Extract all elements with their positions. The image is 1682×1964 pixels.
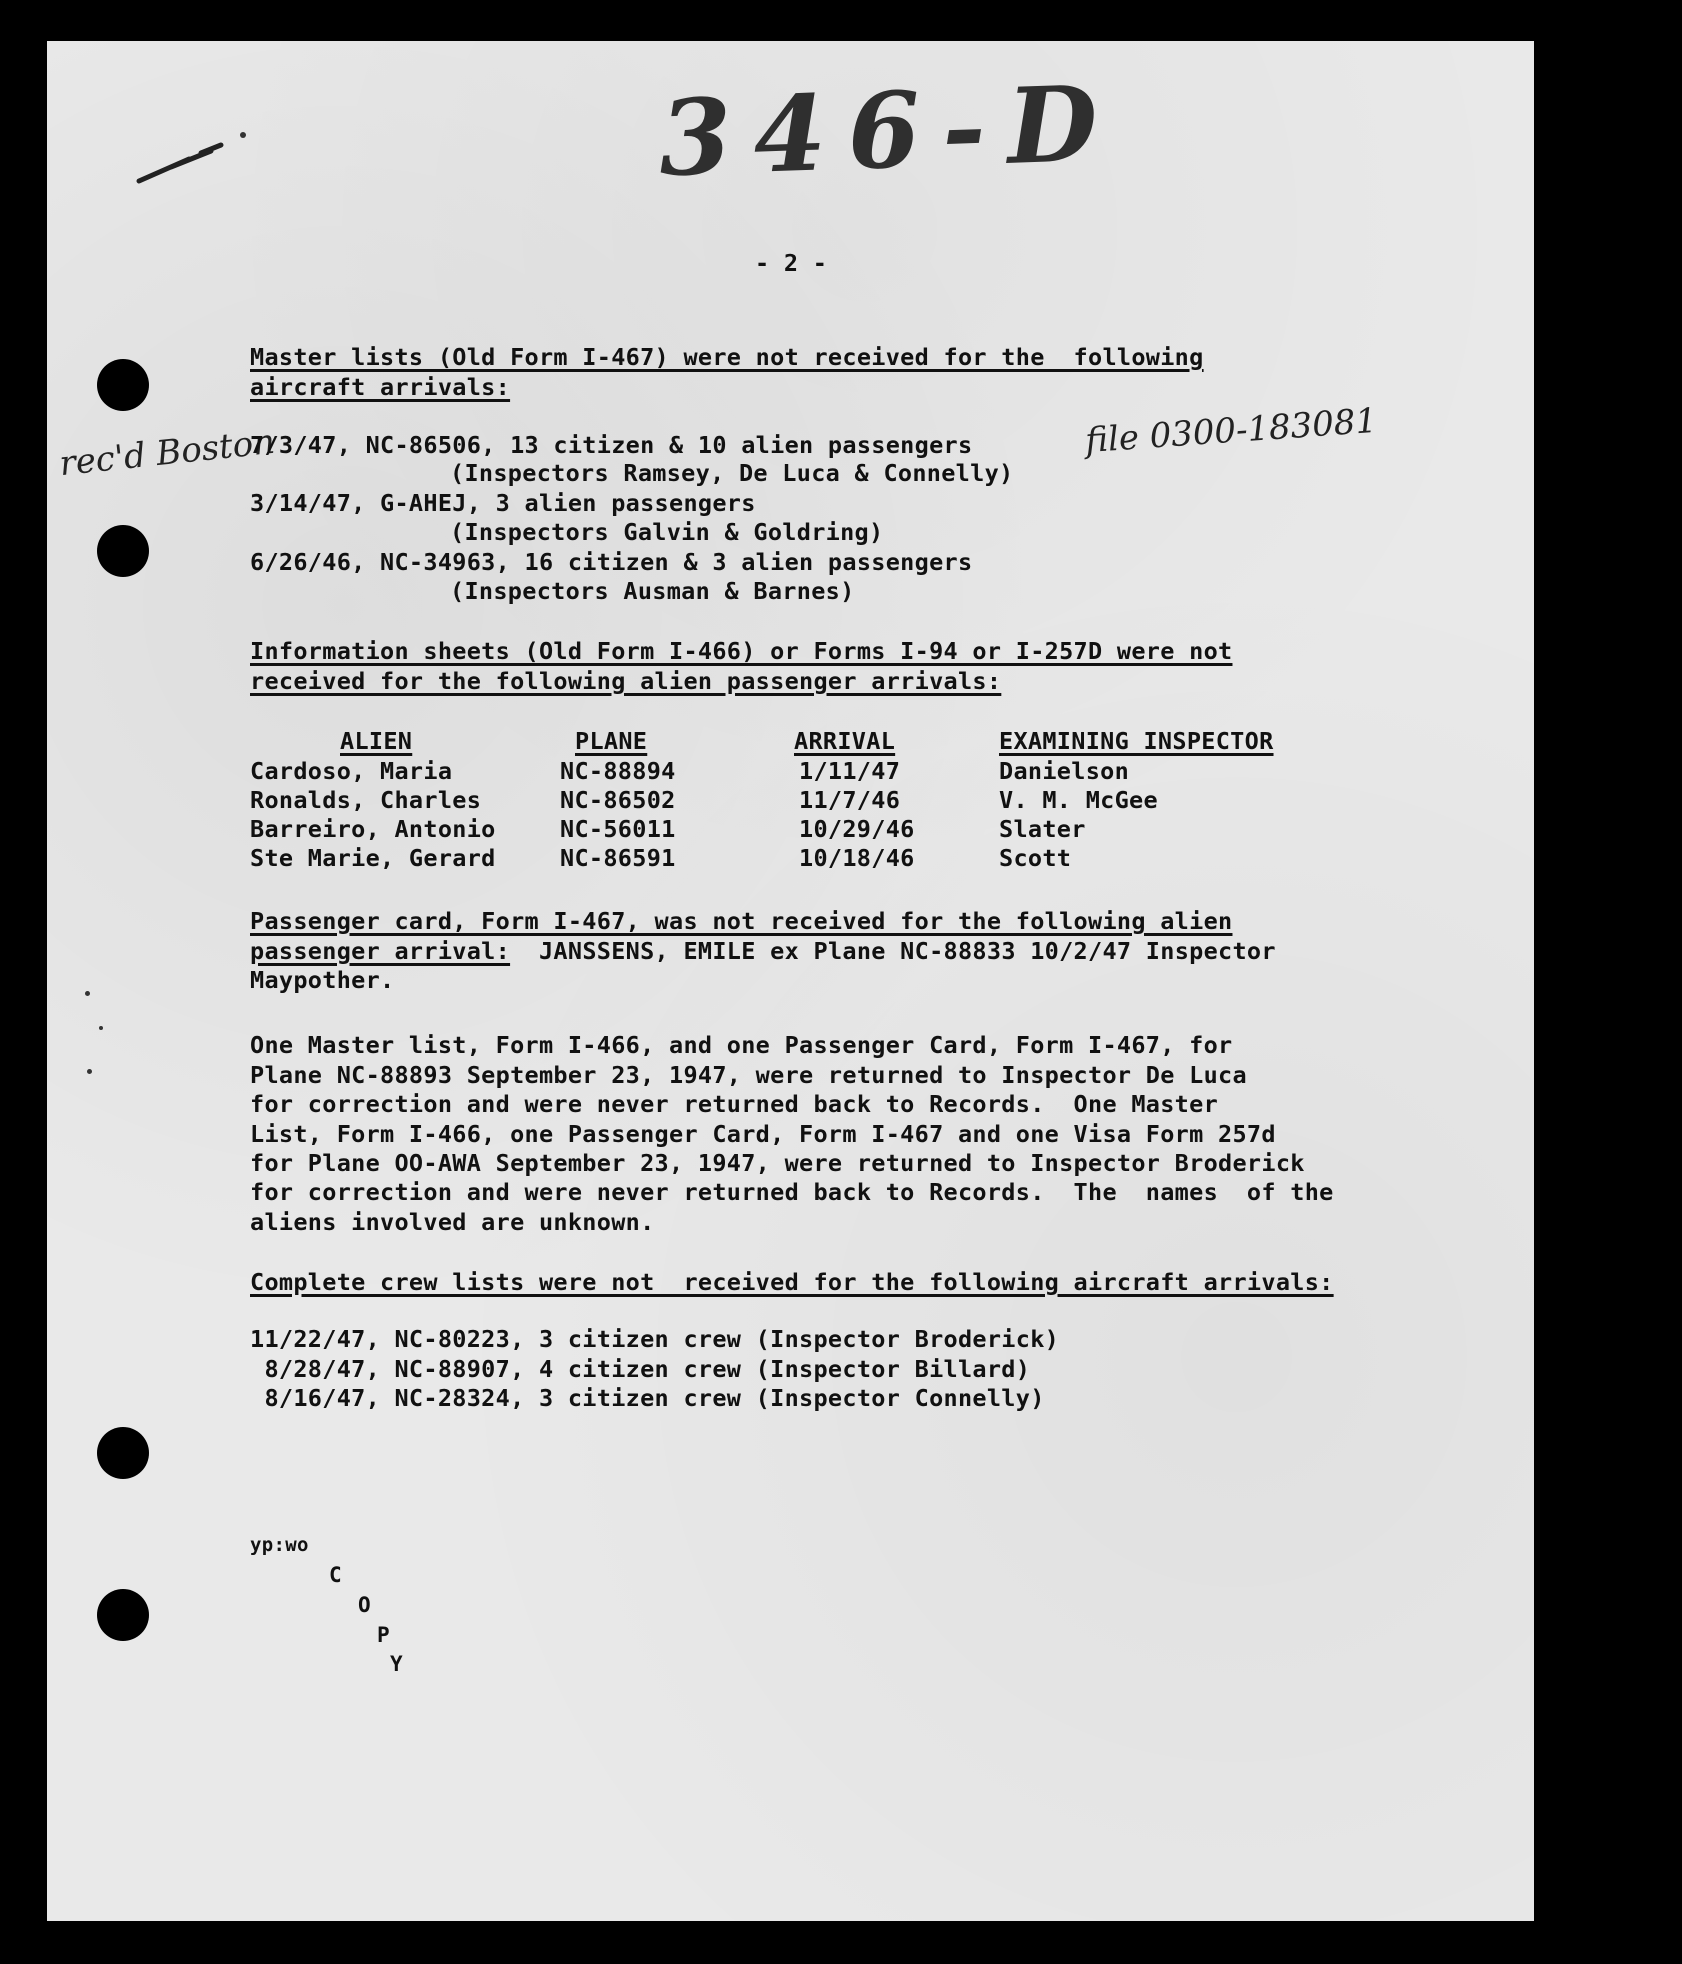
- alien-name: Ste Marie, Gerard: [250, 844, 496, 872]
- master-list-entry-inspectors: (Inspectors Ramsey, De Luca & Connelly): [450, 459, 1014, 487]
- copy-letter: Y: [390, 1652, 403, 1676]
- file-number-note: file 0300-183081: [1083, 400, 1379, 462]
- paragraph-line: List, Form I-466, one Passenger Card, Form I-467 and one Visa Form 257d: [250, 1120, 1276, 1148]
- paragraph-line: aliens involved are unknown.: [250, 1208, 655, 1236]
- paragraph-line: for correction and were never returned back to Records. The names of the: [250, 1178, 1334, 1206]
- copy-letter: C: [329, 1563, 342, 1587]
- paragraph-line: Plane NC-88893 September 23, 1947, were returned to Inspector De Luca: [250, 1061, 1247, 1089]
- document-page: [47, 41, 1534, 1921]
- paragraph-line: One Master list, Form I-466, and one Passenger Card, Form I-467, for: [250, 1031, 1233, 1059]
- punch-hole: [97, 1427, 149, 1479]
- plane: NC-86591: [560, 844, 676, 872]
- info-sheets-heading-line1: Information sheets (Old Form I-466) or Forms I-94 or I-257D were not: [250, 637, 1233, 665]
- arrival-date: 10/18/46: [799, 844, 915, 872]
- master-lists-heading-line1: Master lists (Old Form I-467) were not received for the following: [250, 343, 1204, 371]
- table-row: [47, 786, 1534, 816]
- arrival-date: 10/29/46: [799, 815, 915, 843]
- passenger-card-heading-line2: passenger arrival:: [250, 937, 511, 965]
- inspector: Slater: [999, 815, 1086, 843]
- pen-mark: [131, 123, 271, 193]
- plane: NC-86502: [560, 786, 676, 814]
- copy-letter: O: [358, 1593, 371, 1617]
- column-header-arrival: ARRIVAL: [794, 727, 896, 755]
- plane: NC-88894: [560, 757, 676, 785]
- master-list-entry: 6/26/46, NC-34963, 16 citizen & 3 alien passengers: [250, 548, 973, 576]
- inspector: Scott: [999, 844, 1072, 872]
- crew-list-entry: 8/16/47, NC-28324, 3 citizen crew (Inspector Connelly): [250, 1384, 1045, 1412]
- column-header-plane: PLANE: [575, 727, 648, 755]
- table-row: [47, 844, 1534, 874]
- master-list-entry-inspectors: (Inspectors Galvin & Goldring): [450, 518, 884, 546]
- margin-note: rec'd Boston: [57, 421, 277, 485]
- typist-initials: yp:wo: [250, 1534, 309, 1556]
- crew-lists-heading: Complete crew lists were not received for the following aircraft arrivals:: [250, 1268, 1334, 1296]
- table-row: [47, 815, 1534, 845]
- paragraph-line: for correction and were never returned back to Records. One Master: [250, 1090, 1219, 1118]
- stray-mark: [99, 1026, 103, 1030]
- master-list-entry: 3/14/47, G-AHEJ, 3 alien passengers: [250, 489, 756, 517]
- arrival-date: 1/11/47: [799, 757, 901, 785]
- plane: NC-56011: [560, 815, 676, 843]
- column-header-examining-inspector: EXAMINING INSPECTOR: [999, 727, 1274, 755]
- table-row: [47, 757, 1534, 787]
- alien-table-header: [47, 727, 1534, 757]
- passenger-card-detail: JANSSENS, EMILE ex Plane NC-88833 10/2/47 Inspector: [510, 937, 1276, 965]
- alien-name: Barreiro, Antonio: [250, 815, 496, 843]
- passenger-card-heading-line1: Passenger card, Form I-467, was not received for the following alien: [250, 907, 1233, 935]
- master-list-entry-inspectors: (Inspectors Ausman & Barnes): [450, 577, 855, 605]
- crew-list-entry: 11/22/47, NC-80223, 3 citizen crew (Inspector Broderick): [250, 1325, 1060, 1353]
- passenger-card-line2: [250, 937, 1276, 965]
- paragraph-line: for Plane OO-AWA September 23, 1947, were returned to Inspector Broderick: [250, 1149, 1305, 1177]
- stray-mark: [87, 1069, 92, 1074]
- file-stamp-number: 346-D: [656, 61, 1122, 200]
- master-list-entry: 7/3/47, NC-86506, 13 citizen & 10 alien passengers: [250, 431, 973, 459]
- page-number: - 2 -: [755, 249, 828, 277]
- inspector: V. M. McGee: [999, 786, 1158, 814]
- punch-hole: [97, 359, 149, 411]
- arrival-date: 11/7/46: [799, 786, 901, 814]
- punch-hole: [97, 525, 149, 577]
- crew-list-entry: 8/28/47, NC-88907, 4 citizen crew (Inspector Billard): [250, 1355, 1031, 1383]
- master-lists-heading-line2: aircraft arrivals:: [250, 373, 511, 401]
- column-header-alien: ALIEN: [340, 727, 413, 755]
- stray-mark: [85, 991, 90, 996]
- inspector: Danielson: [999, 757, 1130, 785]
- alien-name: Cardoso, Maria: [250, 757, 453, 785]
- alien-name: Ronalds, Charles: [250, 786, 482, 814]
- info-sheets-heading-line2: received for the following alien passenger arrivals:: [250, 667, 1002, 695]
- passenger-card-line3: Maypother.: [250, 966, 395, 994]
- punch-hole: [97, 1589, 149, 1641]
- copy-letter: P: [377, 1623, 390, 1647]
